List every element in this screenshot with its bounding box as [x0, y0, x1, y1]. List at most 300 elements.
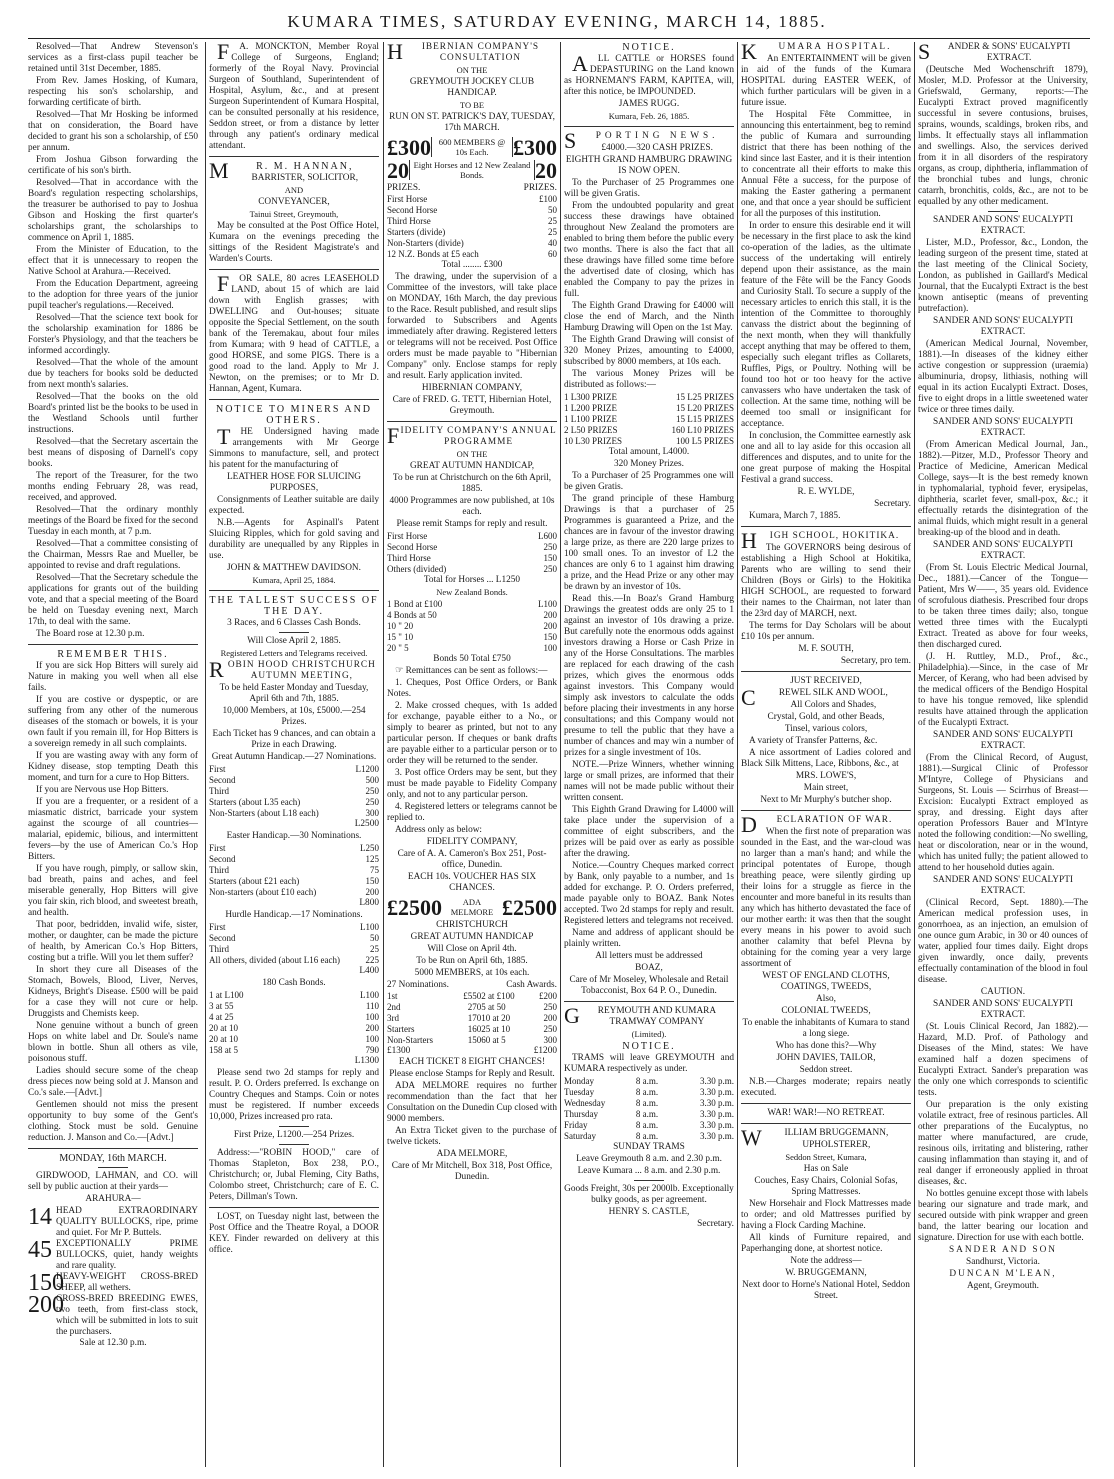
- sander-p6: (From the Clinical Record, of August, 1881).—Surgical Clinic of Professor M'Intyre, College of Physicians and Surgeons, St. Louis — Scirrhus of Breast—Excision: Eucalypti Extract employed as spray, and dressing. Eight days after operation Professors Bauer and M'Intyre noted the following condition:—No swelling, heat or discoloration, near or in the wound, which has united fully; the patient allowed to attend to her household duties again.: [918, 753, 1088, 873]
- prize-row: [209, 764, 379, 775]
- prize-label: Second: [209, 933, 236, 943]
- divider: [564, 1001, 734, 1002]
- hosp-p3: In conclusion, the Committee earnestly ask one and all to lay aside for this occasion all differences and disputes, and to unite for the one great purpose of making the Hospital Festival a grand success.: [741, 431, 911, 485]
- hib-company: HIBERNIAN COMPANY,: [421, 383, 523, 393]
- sander-h5: SANDER AND SONS' EUCALYPTI EXTRACT.: [933, 540, 1073, 561]
- tram-cell: 3.30 p.m.: [699, 1109, 734, 1119]
- crewel-5: A nice assortment of Ladies colored and Black Silk Mittens, Lace, Ribbons, &c., at: [741, 748, 911, 769]
- boaz-p6: The grand principle of these Hamburg Drawings is that a purchaser of 25 Programmes is guaranteed a Prize, and the chances are in favour of the investor drawing a large prize, as there are 220 large prizes to 100 small ones. To an investor of L2 the chances are only 6 to 1 against him drawing a prize, and the Head Prize or any other may be drawn by an investor of 10s.: [564, 494, 734, 592]
- minute-paragraph: From Rev. James Hosking, of Kumara, respecting his son's scholarship, and forwarding certificate of birth.: [28, 76, 198, 108]
- mlean-name: DUNCAN M'LEAN,: [949, 1269, 1057, 1279]
- prize-label: 4 at 25: [209, 1012, 234, 1022]
- hop-bitters-paragraph: If you are costive or dyspeptic, or are suffering from any other of the numerous diseases of the stomach or bowels, it is your own fault if you remain ill, for Hop Bitters is a sovereign remedy in all such complaints.: [28, 695, 198, 749]
- ada-cell: £200: [539, 991, 557, 1001]
- drop-cap: G: [564, 1003, 580, 1028]
- prize-value: L250: [360, 843, 379, 853]
- fid-programmes: 4000 Programmes are now published, at 10s each.: [389, 496, 555, 517]
- bruggemann-addr: Next door to Horne's National Hotel, Seddon Street.: [742, 1280, 910, 1301]
- sander-h8: SANDER AND SONS' EUCALYPTI EXTRACT.: [933, 999, 1073, 1020]
- drop-cap: C: [741, 685, 756, 710]
- tram-cell: Friday: [564, 1120, 588, 1130]
- money-prize-row: [564, 403, 734, 414]
- nzb-row: [387, 610, 557, 621]
- seddon-kumara: Seddon Street, Kumara,: [785, 1152, 867, 1162]
- money-prize-cell: 1 L200 PRIZE: [564, 403, 617, 413]
- lowe-street: Main street,: [803, 783, 849, 793]
- prize-amount: £300: [387, 134, 431, 160]
- ada-cell: 60 at 5: [481, 1035, 506, 1045]
- for-sale-ad: [209, 271, 379, 395]
- prize-heading: Easter Handicap.—30 Nominations.: [226, 831, 362, 841]
- nzb-row: [387, 599, 557, 610]
- ada-cell: 25 at 10: [481, 1024, 511, 1034]
- horses-box: Eight Horses and 12 New Zealand Bonds.: [409, 160, 535, 180]
- fid-table: [387, 531, 557, 575]
- hib-run: RUN ON ST. PATRICK'S DAY, TUESDAY, 17th MARCH.: [389, 112, 555, 133]
- war-title-text: ECLARATION OF WAR.: [776, 815, 893, 825]
- eight-chances: EACH TICKET 8 EIGHT CHANCES!: [398, 1057, 546, 1067]
- fid-row: [387, 564, 557, 575]
- cattle-ad: [564, 51, 734, 98]
- minute-paragraph: Resolved—That the science text book for the scholarship examination for 1886 be Forster's Physiology, and that the teachers be informed accordingly.: [28, 313, 198, 356]
- money-prizes: 320 Money Prizes.: [614, 459, 684, 469]
- nz-bonds-heading: New Zealand Bonds.: [436, 587, 508, 597]
- prize-label: 158 at 5: [209, 1045, 238, 1055]
- prize-row: [209, 887, 379, 898]
- crewel-3: Tinsel, various colors,: [784, 724, 868, 734]
- sander-h3: SANDER AND SONS' EUCALYPTI EXTRACT.: [933, 316, 1073, 337]
- minute-paragraph: Resolved—That a committee consisting of the Chairman, Messrs Rae and Mueller, be appointed to revise and draft regulations.: [28, 539, 198, 571]
- prize-amount: £2500: [502, 894, 557, 920]
- drop-cap: K: [741, 42, 759, 64]
- prizes-label: PRIZES.: [523, 183, 557, 193]
- bruggemann-name: W. BRUGGEMANN,: [785, 1268, 867, 1278]
- nzb-row: [387, 643, 557, 654]
- minute-paragraph: Resolved—That in accordance with the Board's regulation respecting scholarships, the treasurer be authorised to pay to Joshua Gibson and Hosking the first quarter's scholarships grant, the scholarships to commence on April 1, 1885.: [28, 178, 198, 243]
- lot-item: [28, 1272, 198, 1294]
- prize-row: [209, 865, 379, 876]
- sunday-2: Leave Kumara ... 8 a.m. and 2.30 p.m.: [577, 1166, 721, 1176]
- tram-row: [564, 1098, 734, 1109]
- hib-row: [387, 205, 557, 216]
- nzb-cell: 1 Bond at £100: [387, 599, 443, 609]
- money-prize-cell: 15 L25 PRIZES: [675, 392, 734, 402]
- just-received: JUST RECEIVED,: [790, 676, 862, 686]
- nzb-row: [387, 632, 557, 643]
- robin-hood-title: [209, 657, 379, 682]
- remit-body: Remittances can be sent as follows:—: [405, 666, 548, 676]
- ada-addr: Care of Mr Mitchell, Box 318, Post Office, Dunedin.: [391, 1161, 553, 1182]
- fid-cell: 250: [543, 564, 557, 574]
- minute-paragraph: Resolved—That Mr Hosking be informed that on consideration, the Board have decided to grant his son a scholarship, of £50 per annum.: [28, 110, 198, 153]
- furniture: All kinds of Furniture repaired, and Paperhanging done, at shortest notice.: [741, 1233, 911, 1254]
- nzb-cell: 20 " 5: [387, 643, 409, 653]
- caution: CAUTION.: [980, 987, 1026, 997]
- upholsterer: UPHOLSTERER,: [802, 1140, 871, 1150]
- sunday-trams: SUNDAY TRAMS: [613, 1142, 685, 1152]
- hibernian-title-text: IBERNIAN COMPANY'S CONSULTATION: [421, 42, 540, 63]
- hibernian-title: [387, 42, 557, 64]
- ada-row: [387, 1035, 557, 1046]
- tram-timetable: [564, 1076, 734, 1142]
- hop-bitters-paragraph: Ladies should secure some of the cheap dress pieces now being sold at J. Manson and Co.'s sale.—[Advt.]: [28, 1066, 198, 1098]
- prize-label: Non-Starters (about L18 each): [209, 808, 319, 818]
- prize-value: 225: [365, 955, 379, 965]
- sander-title-text: ANDER & SONS' EUCALYPTI EXTRACT.: [947, 42, 1071, 63]
- hop-bitters-paragraph: If you are sick Hop Bitters will surely aid Nature in making you well when all else fails.: [28, 661, 198, 693]
- crewel-2: Crystal, Gold, and other Beads,: [767, 712, 885, 722]
- address-only: Address only as below:: [395, 825, 483, 835]
- money-prize-cell: 15 L15 PRIZES: [675, 414, 734, 424]
- prize-row: [209, 808, 379, 819]
- prize-label: Starters (about £21 each): [209, 876, 300, 886]
- tram-cell: 3.30 p.m.: [699, 1098, 734, 1108]
- hib-total: Total ........ £300: [441, 260, 503, 270]
- prize-table: [209, 990, 379, 1056]
- prize-row: [209, 1012, 379, 1023]
- column-1: [28, 42, 198, 1472]
- tramway-title: [564, 1003, 734, 1028]
- boaz-p4: The various Money Prizes will be distributed as follows:—: [564, 369, 734, 390]
- tram-cell: 8 a.m.: [635, 1076, 659, 1086]
- hib-care: Care of FRED. G. TETT, Hibernian Hotel, Greymouth.: [392, 395, 552, 416]
- hs-p2: The terms for Day Scholars will be about £10 10s per annum.: [741, 621, 911, 642]
- minute-paragraph: Resolved—That the whole of the amount due by teachers for books sold be deducted from next month's salaries.: [28, 358, 198, 390]
- money-prize-cell: 1 L100 PRIZE: [564, 414, 617, 424]
- hand-icon: ☞: [395, 666, 406, 676]
- prize-label: All others, divided (about L16 each): [209, 955, 340, 965]
- sander-p4: (From American Medical Journal, Jan., 1882).—Pitzer, M.D., Professor Theory and Practice of Medicine, American Medical College, says—It is the best remedy known in typhomalarial, typhoid fever, erysipelas, diphtheria, scarlet fever, small-pox, &c.; it effectually retards the disintegration of the animal fluids, which might result in a general breaking-up of the blood and in death.: [918, 440, 1088, 538]
- ada-cell: 200: [543, 1013, 557, 1023]
- ada-cell: 270: [467, 1002, 482, 1012]
- prize-row: [209, 922, 379, 933]
- minute-paragraph: Resolved—That the Secretary schedule the applications for grants out of the building vote, and that a special meeting of the Board be held on Tuesday evening next, March 17th, to deal with the same.: [28, 573, 198, 627]
- fid-remit: Please remit Stamps for reply and result.: [396, 519, 548, 529]
- ada-cell: Starters: [387, 1024, 415, 1034]
- masthead-title: KUMARA TIMES, SATURDAY EVENING, MARCH 14, 1885.: [287, 12, 827, 31]
- davidson-date: Kumara, April 25, 1884.: [252, 575, 336, 585]
- fid-company: FIDELITY COMPANY,: [426, 837, 518, 847]
- ada-row: [387, 991, 557, 1002]
- prize-value: L100: [360, 922, 379, 932]
- tram-cell: Wednesday: [564, 1098, 606, 1108]
- nb-text: N.B.—Agents for Aspinall's Patent Sluicing Ripples, which for gold saving and durability are unequalled by any Ripples in use.: [209, 518, 379, 561]
- sander-p10: No bottles genuine except those with labels bearing our signature and trade mark, and secured outside with pink wrapper and green band, the latter bearing our location and signature. Direction for use with each bottle.: [918, 1189, 1088, 1243]
- prize-heading: Hurdle Handicap.—17 Nominations.: [225, 910, 363, 920]
- prize-value: 75: [370, 865, 379, 875]
- prize-label: Non-starters (about £10 each): [209, 887, 317, 897]
- hib-cell: 40: [548, 238, 557, 248]
- column-6: [918, 42, 1088, 1472]
- enclose-text: Please enclose Stamps for Reply and Result.: [389, 1069, 555, 1079]
- remember-title: REMEMBER THIS.: [57, 649, 169, 660]
- divider: [387, 421, 557, 422]
- lot-number: 14: [28, 1204, 52, 1230]
- prize-amount: £300: [513, 134, 557, 160]
- fid-cell: Third Horse: [387, 553, 431, 563]
- hib-row: [387, 249, 557, 260]
- has-on-sale: Has on Sale: [803, 1164, 849, 1174]
- sander-h6: SANDER AND SONS' EUCALYPTI EXTRACT.: [933, 730, 1073, 751]
- prize-label: First: [209, 922, 226, 932]
- high-school-title: [741, 528, 911, 553]
- prize-row: [209, 775, 379, 786]
- money-prize-table: [564, 392, 734, 447]
- prize-row: [209, 1045, 379, 1056]
- ada-cell: 1st: [387, 991, 398, 1001]
- high-school-title-text: IGH SCHOOL, HOKITIKA.: [769, 531, 900, 541]
- remit-1: 1. Cheques, Post Office Orders, or Bank Notes.: [387, 678, 557, 699]
- prize-label: 1 at L100: [209, 990, 244, 1000]
- drop-cap: S: [564, 128, 581, 153]
- ada-table: [387, 991, 557, 1046]
- ada-cell: 160: [467, 1024, 482, 1034]
- money-prize-cell: 10 L30 PRIZES: [564, 436, 623, 446]
- prize-value: 200: [365, 1023, 379, 1033]
- prize-row: [209, 944, 379, 955]
- hib-cell: £100: [539, 194, 557, 204]
- prize-row: [209, 1001, 379, 1012]
- consignments: Consignments of Leather suitable are daily expected.: [209, 495, 379, 516]
- members-text: 10,000 Members, at 10s, £5000.—254 Prizes.: [222, 706, 366, 727]
- tram-cell: 8 a.m.: [635, 1098, 659, 1108]
- divider: [988, 211, 1018, 212]
- cash-prizes: £4000.—320 CASH PRIZES.: [601, 143, 713, 153]
- sander-p7: (Clinical Record, Sept. 1880).—The American medical profession uses, in gonorrhoea, as an injection, an emulsion of one ounce gum Arabic, in 30 or 40 ounces of water, applied four times daily. Eight drops given inwardly, once daily, prevents effectually contamination of the blood in foul disease.: [918, 898, 1088, 985]
- tram-cell: 3.30 p.m.: [699, 1076, 734, 1086]
- ada-text: ADA MELMORE requires no further recommendation than the fact that her Consultation on the Dunedin Cup closed with 9000 members.: [387, 1081, 557, 1124]
- send-text: Please send two 2d stamps for reply and result. P. O. Orders preferred. Is exchange on Country Cheques and Stamps. Coin or notes must be registered. If number exceeds 10,000, Prizes increased pro rata.: [209, 1068, 379, 1122]
- prize-label: First: [209, 764, 226, 774]
- prize-amount: £2500: [387, 894, 442, 920]
- agent: Agent, Greymouth.: [966, 1281, 1040, 1291]
- prize-value: 500: [365, 775, 379, 785]
- prize-row: [209, 797, 379, 808]
- hannan-and: AND: [284, 185, 304, 195]
- divider: [741, 1103, 911, 1104]
- fid-cell: Second Horse: [387, 542, 438, 552]
- prize-table: [209, 922, 379, 966]
- prize-value: 250: [365, 797, 379, 807]
- divider: [741, 526, 911, 527]
- prize-label: Third: [209, 865, 229, 875]
- hibernian-prize-table: [387, 194, 557, 260]
- hop-bitters-paragraph: In short they cure all Diseases of the Stomach, Bowels, Blood, Liver, Nerves, Kidneys, Bright's Disease. £500 will be paid for a case they will not cure or help. Druggists and Chemists keep.: [28, 965, 198, 1019]
- prizes-label: PRIZES.: [387, 183, 421, 193]
- sale-time: Sale at 12.30 p.m.: [79, 1338, 147, 1348]
- ada-cell: 10 at 20: [481, 1013, 511, 1023]
- hib-cell: First Horse: [387, 194, 428, 204]
- lot-text: CROSS-BRED BREEDING EWES, two teeth, from first-class stock, which will be submitted in lots to suit the purchasers.: [56, 1294, 198, 1337]
- lot-list: [28, 1206, 198, 1338]
- registered-note: Registered Letters and Telegrams received.: [220, 648, 368, 658]
- nzb-table: [387, 599, 557, 654]
- close-date: Will Close April 2, 1885.: [247, 636, 341, 646]
- prize-value: 100: [365, 1034, 379, 1044]
- newspaper-page: [28, 42, 1090, 1472]
- fidelity-prize-table: [387, 531, 557, 575]
- ada-row: [387, 1024, 557, 1035]
- divider: [564, 126, 734, 127]
- voucher-text: EACH 10s. VOUCHER HAS SIX CHANCES.: [407, 872, 537, 893]
- total-amount: Total amount, L4000.: [608, 447, 690, 457]
- seddon-street: Seddon street.: [799, 1065, 853, 1075]
- prize-count: 20: [387, 157, 409, 183]
- arahura-heading: ARAHURA—: [85, 1194, 141, 1204]
- divider: [741, 671, 911, 672]
- miners-title: NOTICE TO MINERS AND OTHERS.: [215, 404, 373, 426]
- remit-4: 4. Registered letters or telegrams cannot be replied to.: [387, 802, 557, 823]
- prize-value: L100: [360, 990, 379, 1000]
- hannan-role: BARRISTER, SOLICITOR,: [251, 173, 359, 183]
- prize-value: L1200: [355, 764, 379, 774]
- nzb-cell: L100: [538, 599, 557, 609]
- prize-value: 300: [365, 808, 379, 818]
- ada-row: [387, 1002, 557, 1013]
- hosp-p2: In order to ensure this desirable end it will be necessary in the first place to ask the kind co-operation of the ladies, as the ultimate success of the undertaking will entirely depend upon their assistance, as the main feature of the Fête will be the Fancy Goods and Curiosity Stall. To secure a supply of the necessary articles to enrich this stall, it is the intention of the Committee to thoroughly canvass the district about the beginning of the next month, when they will thankfully accept anything that may be offered to them, especially such elegant trifles as Collarets, Ruffles, Pigs, or Poultry. Nothing will be found too hot or too heavy for the active canvassers who have undertaken the task of collection. At the same time, nothing will be deemed too small or insignificant for acceptance.: [741, 221, 911, 429]
- eighth-drawing: EIGHTH GRAND HAMBURG DRAWING IS NOW OPEN.: [565, 155, 733, 176]
- drop-cap: A: [572, 51, 588, 76]
- sander-son: SANDER AND SON: [948, 1245, 1058, 1255]
- ada-row: [387, 1013, 557, 1024]
- hop-bitters-paragraph: If you are a frequenter, or a resident of a miasmatic district, barricade your system against the scourge of all countries—malarial, epidemic, bilious, and intermittent fevers—by the use of American Co.'s Hop Bitters.: [28, 797, 198, 862]
- members-box: 600 MEMBERS @ 10s Each.: [431, 137, 513, 157]
- boaz-p7: Read this.—In Boaz's Grand Hamburg Drawings the greatest odds are only 25 to 1 against an investor of 10s drawing a prize. But carefully note the enormous odds against investors drawing a Horse or Cash Prize in any of the Horse Consultations. The marbles are replaced for each drawing of the cash prizes, which gives the enormous odds against investors. This Company would simply ask investors to calculate the odds before placing their investments in any horse consultations; and this Company would not presume to tell the public that they have a number of chances and may win a number of prizes for a single investment of 10s.: [564, 594, 734, 758]
- divider: [209, 156, 379, 157]
- hib-row: [387, 227, 557, 238]
- divider: [279, 632, 309, 633]
- prize-heading: 180 Cash Bonds.: [262, 978, 326, 988]
- prize-row: [209, 933, 379, 944]
- war-text: When the first note of preparation was sounded in the East, and the war-cloud was no larger than a man's hand; and while the principal potentates of Europe, though breathing peace, were silently girding up their loins for a struggle as fierce in the encounter and more baneful in its results than any which has hitherto devastated the face of our mother earth: it was then that the sought every means in his power to avoid such another calamity that befel Plevna by obtaining for the coming year a very large assortment of: [741, 827, 911, 969]
- prize-value: 50: [370, 933, 379, 943]
- girdwood-text: GIRDWOOD, LAHMAN, and CO. will sell by public auction at their yards—: [28, 1171, 198, 1192]
- goods-text: Goods Freight, 30s per 2000lb. Exceptionally bulky goods, as per agreement.: [564, 1184, 734, 1205]
- nzb-cell: 10 " 20: [387, 621, 414, 631]
- prize-row: [209, 786, 379, 797]
- tram-cell: 3.30 p.m.: [699, 1131, 734, 1141]
- tram-cell: 3.30 p.m.: [699, 1120, 734, 1130]
- chch: CHRISTCHURCH: [436, 920, 508, 930]
- colonial-tweeds: COLONIAL TWEEDS,: [781, 1006, 871, 1016]
- fid-run: To be run at Christchurch on the 6th April, 1885.: [392, 473, 552, 494]
- prize-value: 125: [365, 854, 379, 864]
- minute-paragraph: From the Education Department, agreeing to the adoption for three years of the junior pupil teacher's regulations.—Received.: [28, 279, 198, 311]
- hop-bitters-paragraph: None genuine without a bunch of green Hops on white label and Dr. Soule's name blown in bottle. Shun all others as vile, poisonous stuff.: [28, 1021, 198, 1064]
- sander-p2: Lister, M.D., Professor, &c., London, the leading surgeon of the present time, stated at the last meeting of the Clinical Society, London, as published in Gaillard's Medical Journal, that the Eucalypti Extract is the best known antiseptic (means of preventing putrefaction).: [918, 238, 1088, 314]
- money-prize-cell: 100 L5 PRIZES: [675, 436, 734, 446]
- minute-paragraph: Resolved—that the Secretary ascertain the best means of disposing of Darnell's copy books.: [28, 437, 198, 469]
- sander-p5: (From St. Louis Electric Medical Journal, Dec., 1881).—Cancer of the Tongue—Patient, Mrs W——, 35 years old. Evidence of scrofulous diathesis. Prescribed four drops to be taken three times daily; also, tongue wetted three times with the Eucalypti Extract. Treated as above for four weeks, then discharged cured.: [918, 563, 1088, 650]
- hannan-role2: CONVEYANCER,: [258, 197, 330, 207]
- gah-members: 5000 MEMBERS, at 10s each.: [414, 968, 530, 978]
- bruggemann-title-text: ILLIAM BRUGGEMANN,: [784, 1128, 889, 1138]
- prize-count: 20: [535, 157, 557, 183]
- hop-bitters-paragraph: Gentlemen should not miss the present opportunity to buy some of the Gent's clothing. Stock must be sold. Genuine reduction. J. Manson and Co.—[Advt.]: [28, 1100, 198, 1143]
- hop-bitters-paragraph: That poor, bedridden, invalid wife, sister, mother, or daughter, can be made the picture of health, by American Co.'s Hop Bitters, costing but a trifle. Will you let them suffer?: [28, 920, 198, 963]
- also: Also,: [816, 994, 836, 1004]
- miners-body: HE Undersigned having made arrangements with Mr George Simmons to manufacture, sell, and protect his patent for the manufacturing of: [209, 427, 379, 470]
- lost-key-ad: LOST, on Tuesday night last, between the Post Office and the Theatre Royal, a DOOR KEY. Finder rewarded on delivery at this office.: [209, 1212, 379, 1255]
- davidson-name: JOHN & MATTHEW DAVIDSON.: [227, 563, 361, 573]
- nzb-cell: 150: [543, 632, 557, 642]
- south-name: M. F. SOUTH,: [798, 644, 854, 654]
- nz-bonds-table: [387, 599, 557, 654]
- address-text: Address:—"ROBIN HOOD," care of Thomas Stapleton, Box 238, P.O., Christchurch; or, Jubal Fleming, City Baths, Colombo street, Christchurch; care of E. C. Peters, Dillman's Town.: [209, 1148, 379, 1202]
- miners-text: [209, 424, 379, 471]
- nom-heading: 27 Nominations.: [387, 980, 449, 990]
- sander-p8: (St. Louis Clinical Record, Jan 1882).—Hazard, M.D. Prof. of Pathology and Diseases of the Mind, states: We have examined half a dozen specimens of Eucalypti Extract. Sander's preparation was the only one which corresponds to scientific tests.: [918, 1022, 1088, 1098]
- tram-row: [564, 1120, 734, 1131]
- fid-cell: L600: [538, 531, 557, 541]
- ada-cell: 3rd: [387, 1013, 399, 1023]
- tram-row: [564, 1131, 734, 1142]
- sander-p1: (Deutsche Med Wochenschrift 1879), Mosler, M.D. Professor at the University, Griefswald, Germany, reports:—The Eucalypti Extract proved magnificently successful in severe contusions, bruises, sprains, wounds, scaldings, broken ribs, and limbs. It effectually stays all inflammation and swellings. Also, the services derived from it in all disorders of the respiratory organs, as croup, diphtheria, inflammation of the bronchial tubes and lungs, chronic catarrh, bronchitis, colds, &c., are not to be equalled by any other medicament.: [918, 65, 1088, 207]
- boaz-addr: Care of Mr Moseley, Wholesale and Retail Tobacconist, Box 64 P. O., Dunedin.: [569, 975, 729, 996]
- boaz-p2: The Eighth Grand Drawing for £4000 will close the end of March, and the Ninth Hamburg Drawing will Open on the 1st May.: [564, 301, 734, 333]
- prize-label: Second: [209, 854, 236, 864]
- money-prize-row: [564, 436, 734, 447]
- prize-table: [209, 764, 379, 819]
- tallest-title: THE TALLEST SUCCESS OF THE DAY.: [209, 595, 379, 617]
- prize-value: 110: [365, 1001, 379, 1011]
- prize-row: [209, 1023, 379, 1034]
- lot-item: [28, 1206, 198, 1239]
- prize-total: L2500: [354, 819, 379, 829]
- divider: [28, 1148, 198, 1149]
- sander-p3: (American Medical Journal, November, 1881).—In diseases of the kidney either active congestion or suppression (uraemia) albuminuria, dropsy, lithiasis, nothing will equal in its action Eucalypti Extract. Doses, five to eight drops in a little sweetened water twice or three times daily.: [918, 339, 1088, 415]
- castle-name: HENRY S. CASTLE,: [608, 1207, 690, 1217]
- prize-tables: [209, 752, 379, 1067]
- prize-value: 200: [365, 887, 379, 897]
- drop-cap: D: [741, 812, 758, 837]
- ada-cell: 170: [467, 1013, 482, 1023]
- prize-total: L1300: [354, 1056, 379, 1066]
- prize-label: Third: [209, 944, 229, 954]
- prize-row: [209, 876, 379, 887]
- fid-handicap: GREAT AUTUMN HANDICAP,: [409, 461, 535, 471]
- minute-paragraph: Resolved—That the books on the old Board's printed list be the books to be used in the Westland Schools until further instructions.: [28, 392, 198, 435]
- ada-total-2: £1200: [533, 1046, 557, 1056]
- prize-label: Second: [209, 775, 236, 785]
- sander-p5b: (J. H. Ruttley, M.D., Prof., &c., Philadelphia).—Since, in the case of Mr Mercer, of Kerang, who had been advised by the medical officers of the Bendigo Hospital to have his tongue removed, like splendid results have attained through the application of the Eucalypti Extract.: [918, 652, 1088, 728]
- sander-h7: SANDER AND SONS' EUCALYPTI EXTRACT.: [933, 875, 1073, 896]
- limited: (Limited).: [631, 1029, 667, 1039]
- tram-cell: 3.30 p.m.: [699, 1087, 734, 1097]
- leather-hose: LEATHER HOSE FOR SLUICING PURPOSES,: [226, 472, 362, 493]
- fidelity-title: [387, 423, 557, 448]
- fid-on: ON THE: [456, 449, 488, 459]
- nzb-cell: 15 " 10: [387, 632, 414, 642]
- tram-cell: 8 a.m.: [635, 1087, 659, 1097]
- prize-value: 25: [370, 944, 379, 954]
- prize-label: 20 at 10: [209, 1023, 238, 1033]
- hib-cell: Non-Starters (divide): [387, 238, 464, 248]
- robin-dates: To be held Easter Monday and Tuesday, April 6th and 7th, 1885.: [219, 683, 369, 704]
- drop-cap: T: [217, 424, 231, 449]
- hospital-title: [741, 42, 911, 64]
- prize-box: [387, 134, 557, 160]
- divider: [98, 1167, 128, 1168]
- note-address: Note the address—: [790, 1256, 862, 1266]
- boaz-p8: NOTE.—Prize Winners, whether winning large or small prizes, are informed that their names will not be made public without their written consent.: [564, 760, 734, 803]
- hib-cell: 25: [548, 216, 557, 226]
- notice-title: NOTICE.: [622, 42, 676, 53]
- hib-cell: Third Horse: [387, 216, 431, 226]
- money-prize-row: [564, 425, 734, 436]
- board-minutes: [28, 42, 198, 640]
- ada-cell: 250: [543, 1024, 557, 1034]
